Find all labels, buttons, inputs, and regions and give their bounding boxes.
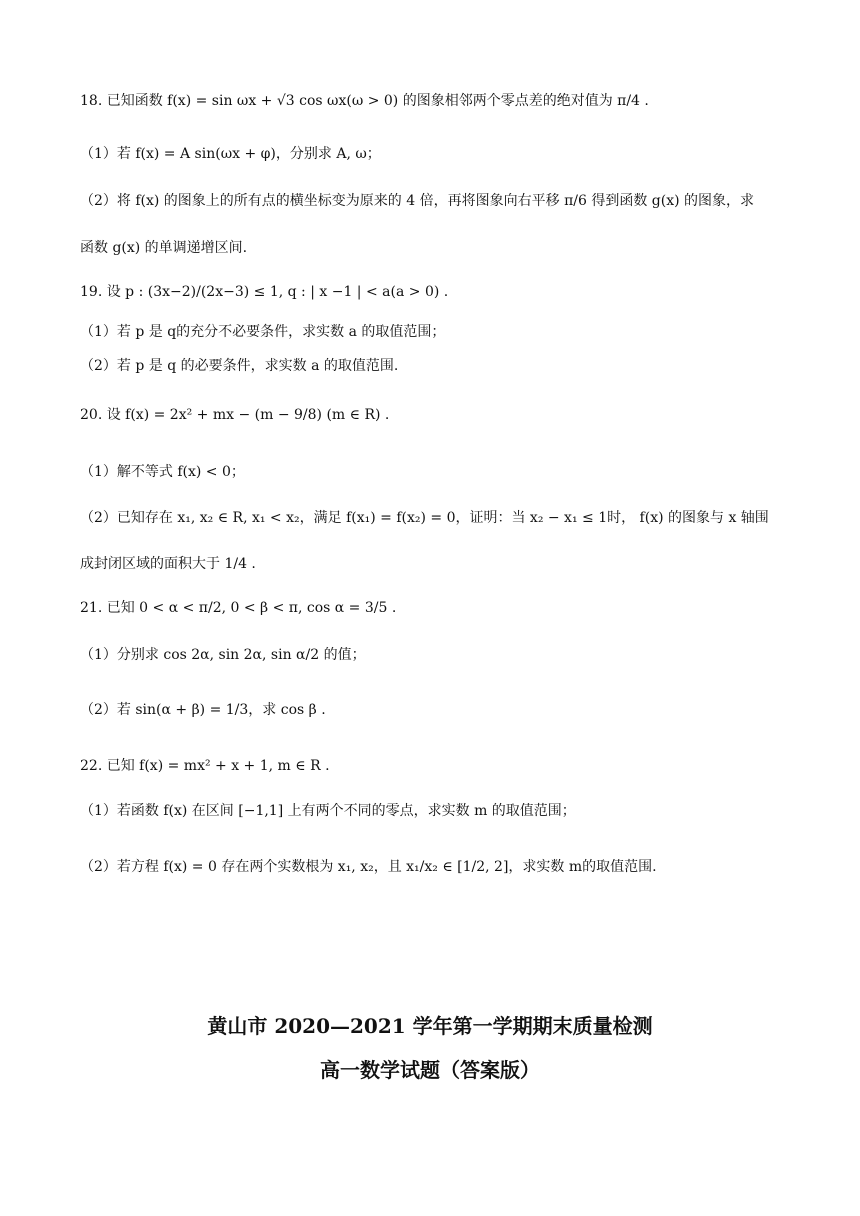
problem-18-part-1: （1）若 f(x) = A sin(ωx + φ)，分别求 A, ω； <box>80 146 381 162</box>
problem-20-part-2-cont: 成封闭区域的面积大于 1/4 . <box>80 556 256 572</box>
problem-21-stem: 21. 已知 0 < α < π/2, 0 < β < π, cos α = 3/5 . <box>80 600 397 616</box>
problem-19-part-1: （1）若 p 是 q的充分不必要条件，求实数 a 的取值范围； <box>80 324 446 340</box>
problem-21-part-1: （1）分别求 cos 2α, sin 2α, sin α/2 的值； <box>80 647 366 663</box>
problem-18-part-2: （2）将 f(x) 的图象上的所有点的横坐标变为原来的 4 倍，再将图象向右平移 π/6 得到函数 g(x) 的图象，求 <box>80 193 755 209</box>
exam-subtitle: 高一数学试题（答案版） <box>320 1058 540 1082</box>
problem-20-stem: 20. 设 f(x) = 2x² + mx − (m − 9/8) (m ∈ R) . <box>80 407 390 423</box>
exam-title: 黄山市 2020—2021 学年第一学期期末质量检测 <box>207 1014 653 1038</box>
problem-19-stem: 19. 设 p : (3x−2)/(2x−3) ≤ 1, q : | x −1 | < a(a > 0) . <box>80 284 449 300</box>
problem-20-part-2: （2）已知存在 x₁, x₂ ∈ R, x₁ < x₂，满足 f(x₁) = f(x₂) = 0，证明：当 x₂ − x₁ ≤ 1时， f(x) 的图象与 x 轴围 <box>80 510 769 526</box>
problem-20-part-1: （1）解不等式 f(x) < 0； <box>80 464 245 480</box>
problem-21-part-2: （2）若 sin(α + β) = 1/3，求 cos β . <box>80 702 326 718</box>
problem-22-part-1: （1）若函数 f(x) 在区间 [−1,1] 上有两个不同的零点，求实数 m 的取值范围； <box>80 803 576 819</box>
problem-18-part-2-cont: 函数 g(x) 的单调递增区间. <box>80 240 248 256</box>
problem-18-stem: 18. 已知函数 f(x) = sin ωx + √3 cos ωx(ω > 0) 的图象相邻两个零点差的绝对值为 π/4 . <box>80 93 649 109</box>
problem-19-part-2: （2）若 p 是 q 的必要条件，求实数 a 的取值范围. <box>80 358 399 374</box>
problem-22-part-2: （2）若方程 f(x) = 0 存在两个实数根为 x₁, x₂，且 x₁/x₂ ∈ [1/2, 2]，求实数 m的取值范围. <box>80 859 657 875</box>
problem-22-stem: 22. 已知 f(x) = mx² + x + 1, m ∈ R . <box>80 758 330 774</box>
